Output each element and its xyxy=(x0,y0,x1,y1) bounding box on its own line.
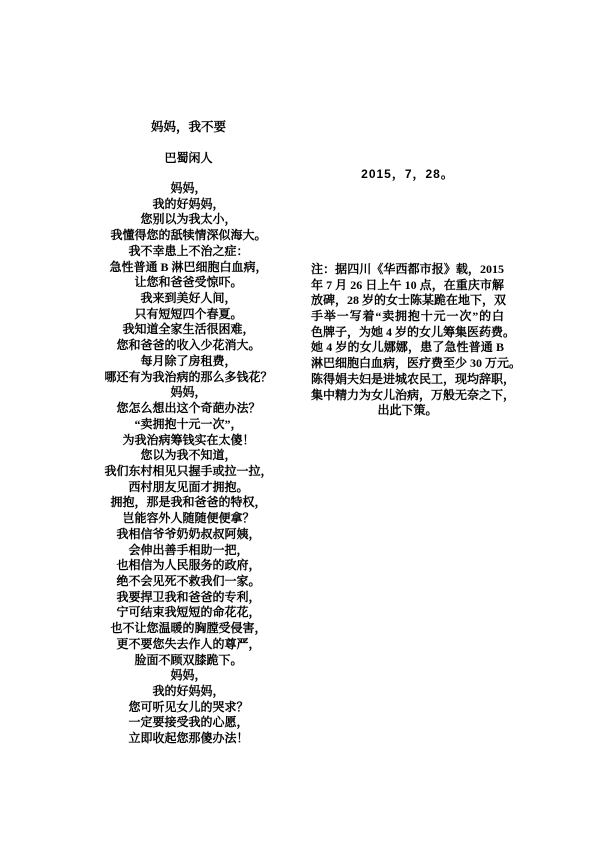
poem-line: 每月除了房租费， xyxy=(140,353,237,368)
poem-line: 急性普通 B 淋巴细胞白血病， xyxy=(109,259,268,274)
poem-line: 您可听见女儿的哭求？ xyxy=(128,699,249,714)
poem-line: 只有短短四个春夏。 xyxy=(134,306,243,321)
poem-line: 一定要接受我的心愿， xyxy=(128,715,249,730)
note-line: 注：据四川《华西都市报》载，2015 xyxy=(311,262,504,276)
poem-line: 我们东村相见只握手或拉一拉， xyxy=(104,463,273,478)
poem-line: 妈妈， xyxy=(170,181,207,195)
poem-line: 我不幸患上不治之症： xyxy=(128,243,249,258)
poem-line: 为我治病筹钱实在太傻！ xyxy=(122,432,255,447)
note-line: 集中精力为女儿治病，万般无奈之下， xyxy=(311,387,516,402)
poem-line: 更不要您失去作人的尊严， xyxy=(116,636,261,651)
date-line: 2015，7，28。 xyxy=(361,167,454,181)
poem-line: 我懂得您的舐犊情深似海大。 xyxy=(110,228,267,243)
poem-line: 脸面不顾双膝跪下。 xyxy=(134,652,243,667)
poem-line: 妈妈， xyxy=(170,385,207,400)
poem-line: 也相信为人民服务的政府， xyxy=(116,558,261,573)
poem-author: 巴蜀闲人 xyxy=(164,151,213,165)
note-line: 手举一写着“卖拥抱十元一次”的白 xyxy=(311,309,504,324)
poem-line: “卖拥抱十元一次”， xyxy=(134,416,243,431)
poem-column xyxy=(78,119,299,759)
note-line: 她 4 岁的女儿娜娜，患了急性普通 B xyxy=(311,340,504,355)
annotation-column xyxy=(311,167,522,467)
poem-line: 您和爸爸的收入少花消大。 xyxy=(116,338,261,353)
poem-line: 我来到美好人间， xyxy=(140,291,237,306)
poem-line: 我相信爷爷奶奶叔叔阿姨， xyxy=(116,526,261,541)
note-line: 色牌子，为她 4 岁的女儿筹集医药费。 xyxy=(311,324,516,339)
note-line: 淋巴细胞白血病，医疗费至少 30 万元。 xyxy=(311,356,522,371)
note-line: 放碑，28 岁的女士陈某跪在地下，双 xyxy=(311,293,507,308)
poem-line: 您别以为我太小， xyxy=(140,212,237,227)
poem-line: 拥抱，那是我和爸爸的特权， xyxy=(110,495,267,510)
poem-line: 我知道全家生活很困难， xyxy=(122,322,255,337)
note-line: 年 7 月 26 日上午 10 点，在重庆市解 xyxy=(311,277,504,292)
poem-line: 宁可结束我短短的命花花， xyxy=(116,605,261,620)
poem-line: 我的好妈妈， xyxy=(152,684,225,698)
poem-line: 西村朋友见面才拥抱。 xyxy=(128,479,249,494)
poem-line: 绝不会见死不救我们一家。 xyxy=(116,573,261,588)
note-line: 陈得娟夫妇是进城农民工，现均辞职， xyxy=(311,371,516,386)
poem-line: 岂能容外人随随便便拿？ xyxy=(122,511,255,526)
poem-title: 妈妈，我不要 xyxy=(150,120,226,134)
poem-line: 我的好妈妈， xyxy=(152,196,225,211)
poem-line: 立即收起您那傻办法！ xyxy=(128,731,249,746)
poem-line: 妈妈， xyxy=(170,668,207,683)
note-block xyxy=(311,262,522,419)
poem-line: 您怎么想出这个奇葩办法？ xyxy=(116,401,261,416)
poem-body xyxy=(78,181,299,747)
poem-line: 会伸出善手相助一把， xyxy=(128,542,249,557)
poem-line: 我要捍卫我和爸爸的专利， xyxy=(116,589,261,604)
poem-line: 也不让您温暖的胸膛受侵害， xyxy=(110,621,267,636)
note-body xyxy=(311,262,522,403)
poem-line: 哪还有为我治病的那么多钱花？ xyxy=(104,369,273,384)
poem-line: 让您和爸爸受惊吓。 xyxy=(134,275,243,290)
note-last-line: 出此下策。 xyxy=(377,403,438,418)
poem-line: 您以为我不知道， xyxy=(140,448,237,463)
